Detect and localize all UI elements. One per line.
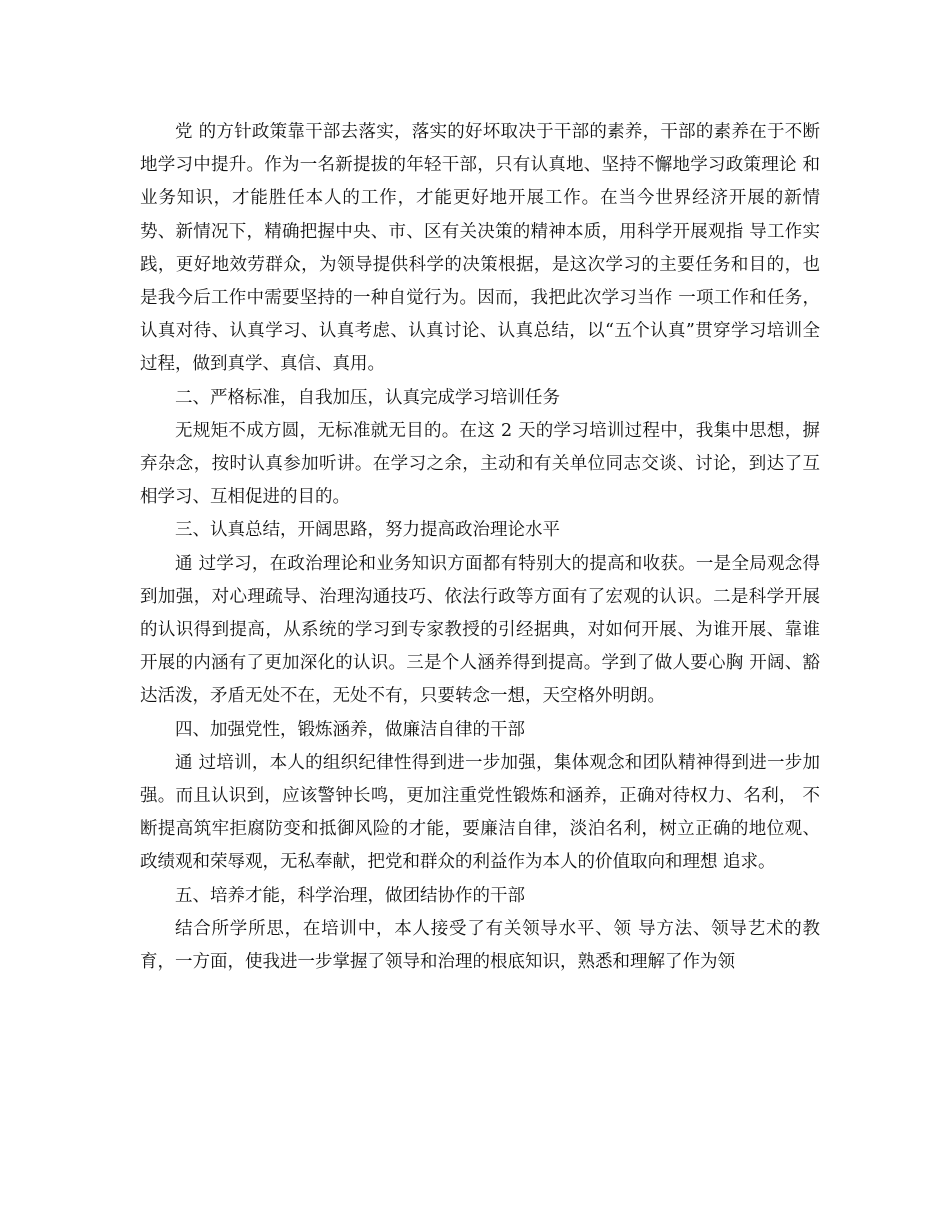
paragraph-section-3: 通 过学习，在政治理论和业务知识方面都有特别大的提高和收获。一是全局观念得到加强，对心理疏导、治理沟通技巧、依法行政等方面有了宏观的认识。二是科学开展 的认识得到提高，从系统的学习到专家教授的引经据典，对如何开展、为谁开展、靠谁开展的内涵有了更加深化的认识。三是个人涵养得到提高。学到了做人要心胸 开阔、豁达活泼，矛盾无处不在，无处不有，只要转念一想，天空格外明朗。 [140,553,820,707]
paragraph-section-2: 无规矩不成方圆，无标准就无目的。在这 2 天的学习培训过程中，我集中思想，摒弃杂念，按时认真参加听讲。在学习之余，主动和有关单位同志交谈、讨论，到达了互相学习、互相促进的目的。 [140,420,820,508]
paragraph-section-4: 通 过培训，本人的组织纪律性得到进一步加强，集体观念和团队精神得到进一步加强。而且认识到，应该警钟长鸣，更加注重党性锻炼和涵养，正确对待权力、名利， 不断提高筑牢拒腐防变和抵御风险的才能，要廉洁自律，淡泊名利，树立正确的地位观、政绩观和荣辱观，无私奉献，把党和群众的利益作为本人的价值取向和理想 追求。 [140,752,820,873]
section-heading-4: 四、加强党性，锻炼涵养，做廉洁自律的干部 [175,719,525,740]
document-body [140,116,820,979]
paragraph-intro: 党 的方针政策靠干部去落实，落实的好坏取决于干部的素养，干部的素养在于不断地学习中提升。作为一名新提拔的年轻干部，只有认真地、坚持不懈地学习政策理论 和业务知识，才能胜任本人的工作，才能更好地开展工作。在当今世界经济开展的新情势、新情况下，精确把握中央、市、区有关决策的精神本质，用科学开展观指 导工作实践，更好地效劳群众，为领导提供科学的决策根据，是这次学习的主要任务和目的，也是我今后工作中需要坚持的一种自觉行为。因而，我把此次学习当作 一项工作和任务，认真对待、认真学习、认真考虑、认真讨论、认真总结，以“五个认真”贯穿学习培训全过程，做到真学、真信、真用。 [140,122,820,375]
section-heading-2: 二、严格标准，自我加压，认真完成学习培训任务 [175,387,560,408]
paragraph-section-5: 结合所学所思，在培训中，本人接受了有关领导水平、领 导方法、领导艺术的教育，一方面，使我进一步掌握了领导和治理的根底知识，熟悉和理解了作为领 [140,918,820,973]
section-heading-5: 五、培养才能，科学治理，做团结协作的干部 [175,885,525,906]
section-heading-3: 三、认真总结，开阔思路，努力提高政治理论水平 [175,520,560,541]
